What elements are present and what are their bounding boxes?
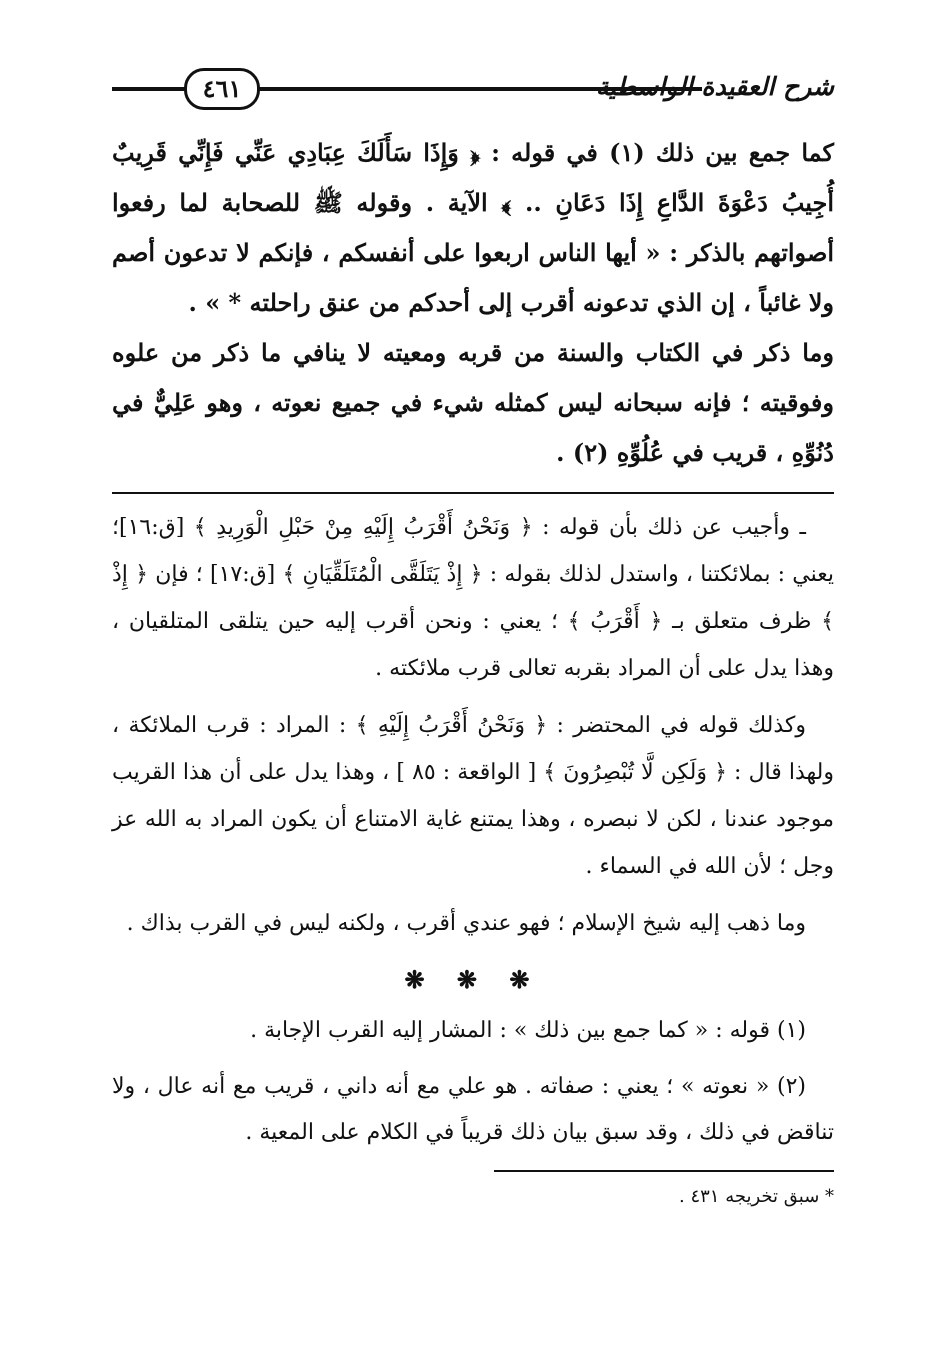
book-page [112,60,834,1212]
commentary-paragraph-1: ـ وأجيب عن ذلك بأن قوله : ﴿ وَنَحْنُ أَقْرَبُ إِلَيْهِ مِنْ حَبْلِ الْوَرِيدِ ﴾ [ق:١٦]؛ يعني : بملائكتنا ، واستدل لذلك بقوله : ﴿ إِذْ يَتَلَقَّى الْمُتَلَقِّيَانِ ﴾ [ق:١٧] ؛ فإن ﴿ إِذْ ﴾ ظرف متعلق بـ ﴿ أَقْرَبُ ﴾ ؛ يعني : ونحن أقرب إليه حين يتلقى المتلقيان ، وهذا يدل على أن المراد بقربه تعالى قرب ملائكته . [112,515,834,681]
commentary-divider [112,492,834,494]
section-separator-stars: ❋ ❋ ❋ [404,965,542,994]
page-number: ٤٦١ [184,68,260,110]
main-paragraph-2: وما ذكر في الكتاب والسنة من قربه ومعيته لا ينافي ما ذكر من علوه وفوقيته ؛ فإنه سبحانه ليس كمثله شيء في جميع نعوته ، وهو عَلِيٌّ في دُنُوِّهِ ، قريب في عُلُوِّهِ (٢) . [112,338,834,467]
footnote-1: (١) قوله : « كما جمع بين ذلك » : المشار إليه القرب الإجابة . [250,1018,806,1043]
commentary-paragraph-2: وكذلك قوله في المحتضر : ﴿ وَنَحْنُ أَقْرَبُ إِلَيْهِ ﴾ : المراد : قرب الملائكة ، ولهذا قال : ﴿ وَلَكِن لَّا تُبْصِرُونَ ﴾ [ الواقعة : ٨٥ ] ، وهذا يدل على أن هذا القريب موجود عندنا ، لكن لا نبصره ، وهذا يمتنع غاية الامتناع أن يكون المراد به الله عز وجل ؛ لأن الله في السماء . [112,713,834,879]
footnote-2: (٢) « نعوته » ؛ يعني : صفاته . هو علي مع أنه داني ، قريب مع أنه عال ، ولا تناقض في ذلك ، وقد سبق بيان ذلك قريباً في الكلام على المعية . [112,1074,834,1145]
running-title: شرح العقيدة الواسطية [595,72,834,101]
main-text [112,128,834,478]
hadith-reference-note: * سبق تخريجه ٤٣١ . [679,1186,834,1207]
footnotes [112,1008,834,1156]
commentary-paragraph-3: وما ذهب إليه شيخ الإسلام ؛ فهو عندي أقرب ، ولكنه ليس في القرب بذاك . [126,911,806,936]
main-paragraph-1: كما جمع بين ذلك (١) في قوله : ﴿ وَإِذَا سَأَلَكَ عِبَادِي عَنِّي فَإِنِّي قَرِيبٌ أُجِيبُ دَعْوَةَ الدَّاعِ إِذَا دَعَانِ .. ﴾ الآية . وقوله ﷺ للصحابة لما رفعوا أصواتهم بالذكر : « أيها الناس اربعوا على أنفسكم ، فإنكم لا تدعون أصم ولا غائباً ، إن الذي تدعونه أقرب إلى أحدكم من عنق راحلته * » . [112,138,834,317]
footnote-rule [494,1170,834,1172]
page-header [112,60,834,120]
commentary [112,504,834,947]
